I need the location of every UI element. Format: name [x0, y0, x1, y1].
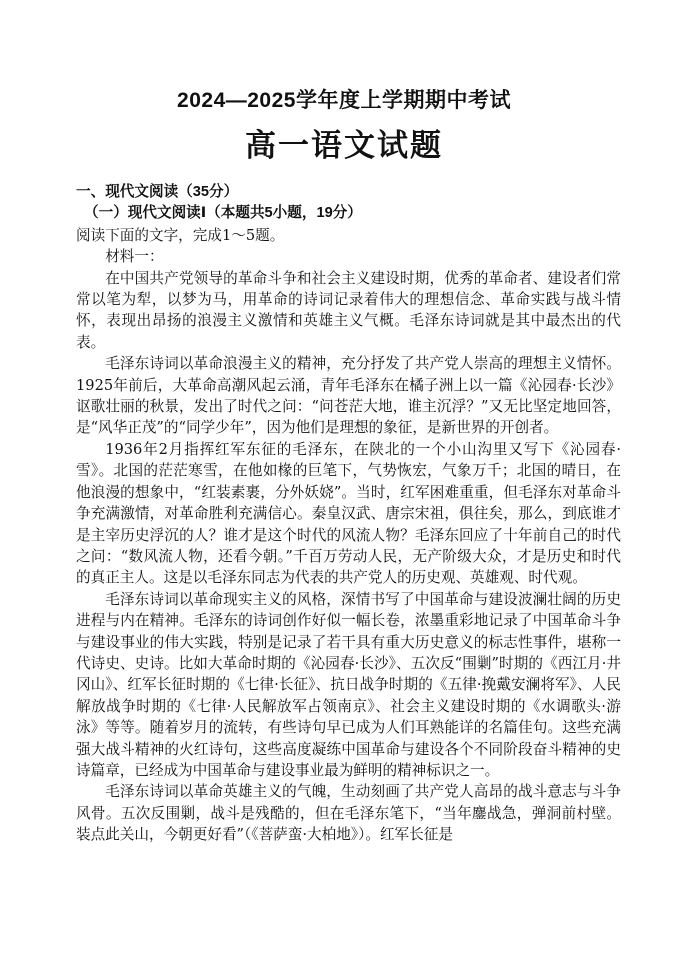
exam-subject-title: 高一语文试题 — [245, 128, 443, 163]
paragraph: 在中国共产党领导的革命斗争和社会主义建设时期，优秀的革命者、建设者们常常以笔为犁，以梦为马，用革命的诗词记录着伟大的理想信念、革命实践与战斗情怀，表现出昂扬的浪漫主义激情和英雄主义气概。毛泽东诗词就是其中最杰出的代表。 — [76, 269, 621, 351]
exam-title: 2024—2025学年度上学期期中考试 — [177, 89, 511, 112]
exam-body — [76, 182, 621, 846]
subsection-heading: （一）现代文阅读Ⅰ（本题共5小题，19分） — [84, 205, 362, 222]
paragraph: 毛泽东诗词以革命浪漫主义的精神，充分抒发了共产党人崇高的理想主义情怀。1925年前后，大革命高潮风起云涌，青年毛泽东在橘子洲上以一篇《沁园春·长沙》讴歌壮丽的秋景，发出了时代之问：“问苍茫大地，谁主沉浮？”又无比坚定地回答，是“风华正茂”的“同学少年”，因为他们是理想的象征，是新世界的开创者。 — [76, 355, 621, 437]
paragraph: 1936年2月指挥红军东征的毛泽东，在陕北的一个小山沟里又写下《沁园春·雪》。北国的茫茫寒雪，在他如椽的巨笔下，气势恢宏，气象万千；北国的晴日，在他浪漫的想象中，“红装素裹，分外妖娆”。当时，红军困难重重，但毛泽东对革命斗争充满激情，对革命胜利充满信心。秦皇汉武、唐宗宋祖，俱往矣，那么，到底谁才是主宰历史浮沉的人？谁才是这个时代的风流人物？毛泽东回应了十年前自己的时代之问：“数风流人物，还看今朝。”千百万劳动人民，无产阶级大众，才是历史和时代的真正主人。这是以毛泽东同志为代表的共产党人的历史观、英雄观、时代观。 — [76, 440, 621, 587]
section-heading: 一、现代文阅读（35分） — [76, 184, 239, 200]
paragraph: 毛泽东诗词以革命现实主义的风格，深情书写了中国革命与建设波澜壮阔的历史进程与内在精神。毛泽东的诗词创作好似一幅长卷，浓墨重彩地记录了中国革命斗争与建设事业的伟大实践，特别是记录了若干具有重大历史意义的标志性事件，堪称一代诗史、史诗。比如大革命时期的《沁园春·长沙》、五次反“围剿”时期的《西江月·井冈山》、红军长征时期的《七律·长征》、抗日战争时期的《五律·挽戴安澜将军》、人民解放战争时期的《七律·人民解放军占领南京》、社会主义建设时期的《水调歌头·游泳》等等。随着岁月的流转，有些诗句早已成为人们耳熟能详的名篇佳句。这些充满强大战斗精神的火红诗句，这些高度凝练中国革命与建设各个不同阶段奋斗精神的史诗篇章，已经成为中国革命与建设事业最为鲜明的精神标识之一。 — [76, 590, 621, 779]
material-label: 材料一： — [105, 248, 164, 266]
paragraph: 毛泽东诗词以革命英雄主义的气魄，生动刻画了共产党人高昂的战斗意志与斗争风骨。五次反围剿，战斗是残酷的，但在毛泽东笔下，“当年鏖战急，弹洞前村壁。装点此关山，今朝更好看”（《菩萨蛮·大柏地》）。红军长征是 — [76, 783, 621, 844]
instruction-text: 阅读下面的文字，完成1～5题。 — [76, 226, 285, 244]
